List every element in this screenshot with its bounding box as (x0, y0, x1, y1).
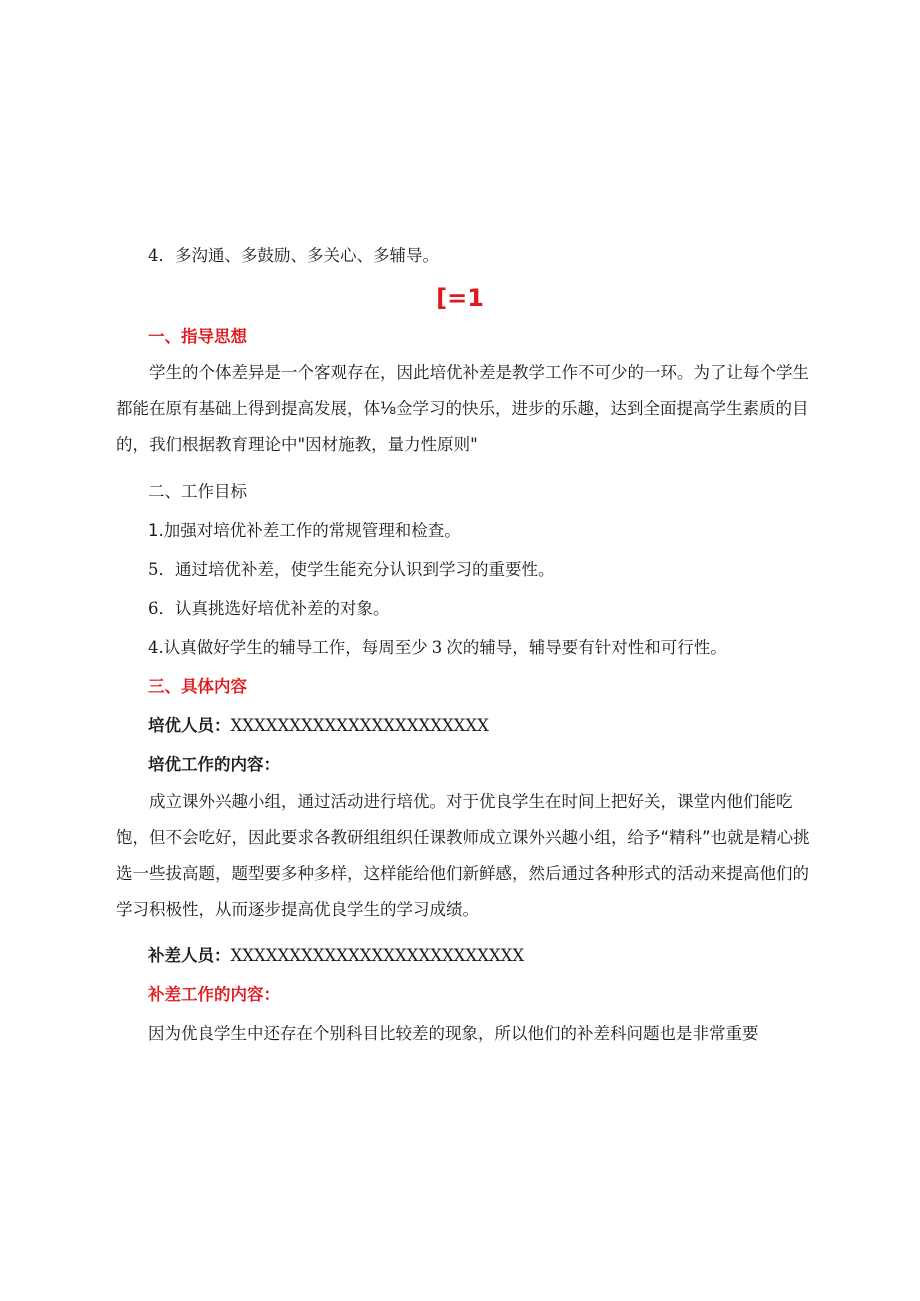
item-text: ．认真挑选好培优补差的对象。 (158, 599, 390, 618)
item-number: 5 (148, 560, 159, 579)
section-heading-goals: 二、工作目标 (148, 482, 247, 501)
item-text: ．通过培优补差，使学生能充分认识到学习的重要性。 (158, 560, 555, 579)
peiyou-content-label: 培优工作的内容： (148, 755, 280, 774)
list-item-4-top (148, 246, 439, 266)
item-text-b: 次的辅导，辅导要有针对性和可行性。 (446, 638, 727, 657)
item-count: 3 (431, 638, 443, 657)
item-text: ．多沟通、多鼓励、多关心、多辅导。 (158, 246, 439, 265)
item-text-a: 认真做好学生的辅导工作，每周至少 (163, 638, 428, 657)
bucha-content-label: 补差工作的内容： (148, 985, 280, 1004)
peiyou-label: 培优人员： (148, 716, 231, 735)
item-number: 1. (148, 521, 164, 540)
goal-item-4 (148, 638, 727, 658)
item-number: 4 (148, 246, 159, 265)
goal-item-2 (148, 560, 555, 580)
peiyou-members (148, 716, 489, 736)
goal-item-3 (148, 599, 390, 619)
paragraph-bucha: 因为优良学生中还存在个别科目比较差的现象，所以他们的补差科问题也是非常重要 (148, 1024, 759, 1043)
item-number: 6 (148, 599, 159, 618)
item-number: 4. (148, 638, 164, 657)
item-text: 加强对培优补差工作的常规管理和检查。 (163, 521, 461, 540)
bucha-members (148, 946, 524, 966)
center-mark: [=1 (436, 284, 484, 312)
paragraph-guiding: 学生的个体差异是一个客观存在，因此培优补差是教学工作不可少的一环。为了让每个学生都能在原有基础上得到提高发展，体⅛佥学习的快乐，进步的乐趣，达到全面提高学生素质的目的，我们根据教育理论中"因材施教，量力性原则" (116, 363, 809, 454)
bucha-label: 补差人员： (148, 946, 231, 965)
section-heading-guiding: 一、指导思想 (148, 327, 247, 346)
paragraph-peiyou: 成立课外兴趣小组，通过活动进行培优。对于优良学生在时间上把好关，课堂内他们能吃饱，但不会吃好，因此要求各教研组组织任课教师成立课外兴趣小组，给予“精科”也就是精心挑选一些拔高题，题型要多种多样，这样能给他们新鲜感，然后通过各种形式的活动来提高他们的学习积极性，从而逐步提高优良学生的学习成绩。 (116, 792, 810, 919)
bucha-names: XXXXXXXXXXXXXXXXXXXXXXXXX (230, 946, 525, 965)
goal-item-1 (148, 521, 461, 541)
section-heading-content: 三、具体内容 (148, 677, 247, 696)
peiyou-names: XXXXXXXXXXXXXXXXXXXXXX (230, 716, 489, 735)
